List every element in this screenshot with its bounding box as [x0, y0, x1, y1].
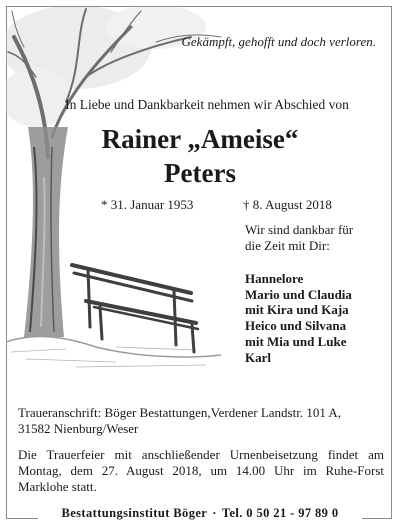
death-date: † 8. August 2018: [243, 197, 332, 212]
gratitude-line: Wir sind dankbar für: [245, 222, 354, 237]
funeral-home-phone: Tel. 0 50 21 - 97 89 0: [221, 506, 339, 520]
family-member: Hannelore: [245, 271, 304, 286]
funeral-home-footer: [38, 505, 362, 522]
family-member: Heico und Silvana: [245, 318, 347, 334]
family-list: [245, 271, 385, 365]
deceased-surname: Peters: [164, 158, 236, 188]
intro-text: In Liebe und Dankbarkeit nehmen wir Abschied von: [65, 97, 349, 112]
family-member: mit Kira und Kaja: [245, 302, 349, 318]
motto-text: Gekämpft, gehofft und doch verloren.: [181, 34, 376, 49]
gratitude-text: [245, 222, 380, 254]
funeral-home-name: Bestattungsinstitut Böger: [61, 506, 208, 520]
footer-separator: ·: [212, 506, 217, 520]
birth-date: * 31. Januar 1953: [101, 197, 194, 212]
family-member: mit Mia und Luke: [245, 333, 347, 349]
address-line: Traueranschrift: Böger Bestattungen,Verdener Landstr. 101 A,: [18, 405, 342, 420]
family-member: Mario und Claudia: [245, 286, 352, 302]
family-member: Karl: [245, 349, 271, 365]
deceased-name: Rainer „Ameise“: [101, 124, 299, 154]
mourning-address: [18, 405, 386, 437]
address-line: 31582 Nienburg/Weser: [18, 421, 139, 436]
gratitude-line: die Zeit mit Dir:: [245, 238, 330, 253]
funeral-service-text: Die Trauerfeier mit anschließender Urnenbeisetzung findet am Montag, dem 27. August 2018, um 14.00 Uhr im Ruhe-Forst Marklohe statt.: [18, 447, 384, 494]
